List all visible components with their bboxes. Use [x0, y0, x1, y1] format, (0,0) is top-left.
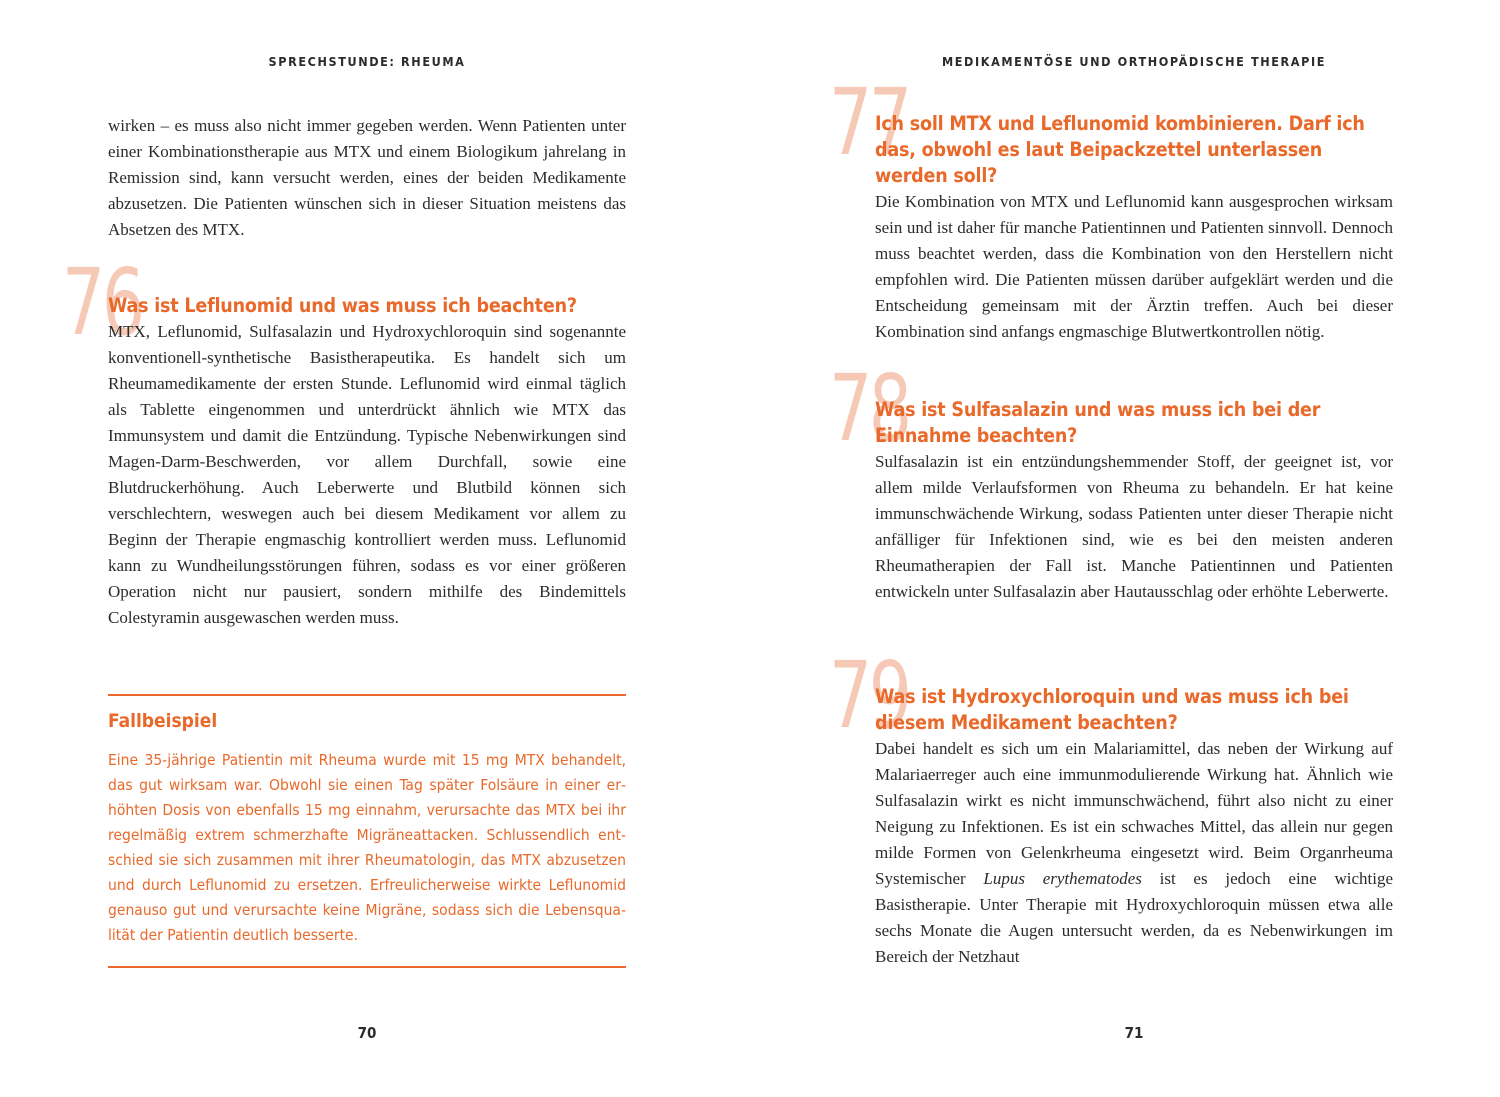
- intro-block: [108, 113, 626, 243]
- question-79-block: [829, 642, 1394, 970]
- question-78-answer: Sulfasalazin ist ein entzündungshemmender Stoff, der geeignet ist, vor allem milde Verlaufsformen von Rheuma zu behandeln. Er hat keine immunschwächende Wirkung, sodass Patienten unter dieser Therapie nicht anfälliger für Infektionen sind, wie es bei den meisten anderen Rheumatherapien der Fall ist. Manche Patientinnen und Patienten entwickeln unter Sulfasalazin aber Hautausschlag oder erhöhte Leberwerte.: [875, 452, 1393, 601]
- question-number-76: 76: [62, 249, 142, 356]
- question-77-block: [829, 69, 1393, 345]
- question-78-block: [829, 355, 1393, 605]
- page-number-right: 71: [1124, 1024, 1144, 1042]
- question-number-79: 79: [829, 642, 909, 749]
- question-79-answer-latin-term: Lupus erythematodes: [983, 869, 1142, 888]
- question-77-answer: Die Kombination von MTX und Leflunomid kann ausgesprochen wirksam sein und ist daher für manche Patientinnen und Patienten sinnvoll. Dennoch muss beachtet werden, dass die Kombination von den Herstellern nicht empfohlen wird. Die Patienten müssen darüber aufgeklärt werden und die Entscheidung gemeinsam mit der Ärztin treffen. Auch bei dieser Kombination sind anfangs engmaschige Blutwertkontrollen nötig.: [875, 192, 1393, 341]
- question-76-block: [62, 249, 626, 631]
- intro-paragraph: wirken – es muss also nicht immer gegeben werden. Wenn Patienten unter einer Kombinationstherapie aus MTX und einem Biologikum jahrelang in Remission sind, kann versucht werden, eines der beiden Medikamente abzusetzen. Die Patienten wünschen sich in dieser Situation meistens das Absetzen des MTX.: [108, 116, 626, 239]
- running-head-left: SPRECHSTUNDE: RHEUMA: [268, 54, 466, 69]
- case-study-title: Fallbeispiel: [108, 710, 218, 732]
- question-78-heading: Was ist Sulfasalazin und was muss ich bei der Einnahme beachten?: [875, 398, 1321, 447]
- case-study-box: [108, 694, 626, 968]
- question-79-answer-part1: Dabei handelt es sich um ein Malariamittel, das neben der Wirkung auf Malariaerreger auch eine immunmodulierende Wirkung hat. Ähnlich wie Sulfasalazin wirkt es nicht immunschwächend, führt also nicht zu einer Neigung zu Infektionen. Es ist ein schwaches Mittel, das allein nur gegen milde Formen von Gelenkrheuma eingesetzt wird. Beim Organrheuma Systemischer: [875, 739, 1393, 888]
- question-number-78: 78: [829, 355, 909, 462]
- running-head-right: MEDIKAMENTÖSE UND ORTHOPÄDISCHE THERAPIE: [941, 54, 1327, 69]
- right-page: [750, 0, 1500, 1097]
- question-76-heading: Was ist Leflunomid und was muss ich beachten?: [108, 294, 577, 317]
- question-number-77: 77: [829, 69, 909, 176]
- question-77-heading: Ich soll MTX und Leflunomid kombinieren. Darf ich das, obwohl es laut Beipackzettel unterlassen werden soll?: [875, 112, 1365, 187]
- question-76-answer: MTX, Leflunomid, Sulfasalazin und Hydroxychloroquin sind sogenannte konventionell-synthetische Basistherapeutika. Es handelt sich um Rheumamedikamente der ersten Stunde. Leflunomid wird einmal täglich als Tablette eingenommen und unterdrückt ähnlich wie MTX das Immunsystem und damit die Entzündung. Typische Nebenwirkungen sind Magen-Darm-Beschwerden, vor allem Durchfall, sowie eine Blutdruckerhöhung. Auch Leberwerte und Blutbild können sich verschlechtern, weswegen auch bei diesem Medikament vor allem zu Beginn der Therapie engmaschig kontrolliert werden muss. Leflunomid kann zu Wundheilungsstörungen führen, sodass es vor einer größeren Operation nicht nur pausiert, sondern mithilfe des Bindemittels Colestyramin ausgewaschen werden muss.: [108, 322, 626, 627]
- question-79-answer: [875, 736, 1393, 970]
- page-number-left: 70: [357, 1024, 377, 1042]
- question-79-answer-part2: ist es jedoch eine wichtige Basistherapie. Unter Therapie mit Hydroxychloroquin müssen etwa alle sechs Monate die Augen untersucht werden, da es Nebenwirkungen im Bereich der Netzhaut: [875, 869, 1394, 966]
- question-79-heading: Was ist Hydroxychloroquin und was muss ich bei diesem Medikament beachten?: [875, 685, 1349, 734]
- case-study-text: Eine 35-jährige Patientin mit Rheuma wurde mit 15 mg MTX behandelt, das gut wirksam war. Obwohl sie einen Tag später Folsäure in einer erhöhten Dosis von ebenfalls 15 mg einnahm, verursachte das MTX bei ihr regelmäßig extrem schmerzhafte Migräneattacken. Schlussendlich entschied sie sich zusammen mit ihrer Rheumatologin, das MTX abzusetzen und durch Leflunomid zu ersetzen. Erfreulicherweise wirkte Leflunomid genauso gut und verursachte keine Migräne, sodass sich die Lebensqualität der Patientin deutlich besserte.: [108, 751, 626, 944]
